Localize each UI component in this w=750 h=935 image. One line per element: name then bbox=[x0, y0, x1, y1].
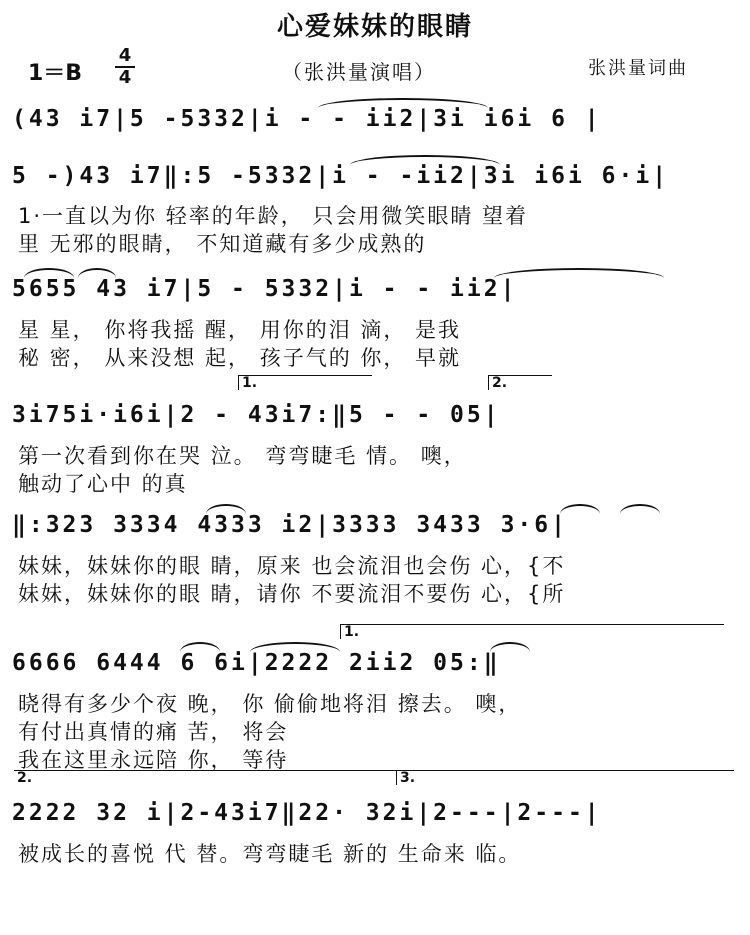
notation-line-6: 6666 6444 6 6i|2222 2ii2 05:‖ bbox=[12, 650, 501, 676]
tie bbox=[180, 642, 220, 652]
volta-bracket: 3. bbox=[396, 770, 720, 785]
notation-line-7: 2222 32 i|2-43i7‖22· 32i|2---|2---| bbox=[12, 800, 602, 826]
lyric-line: 晓得有多少个夜 晚， 你 偷偷地将泪 擦去。 噢， bbox=[18, 692, 522, 716]
volta-bracket: 2. bbox=[488, 375, 552, 390]
tie bbox=[350, 155, 500, 165]
lyric-line: 有付出真情的痛 苦， 将会 bbox=[18, 720, 289, 744]
key-signature: 1＝B bbox=[28, 61, 83, 86]
lyric-line: 里 无邪的眼睛， 不知道藏有多少成熟的 bbox=[18, 232, 427, 256]
lyric-line: 触动了心中 的真 bbox=[18, 472, 188, 496]
notation-line-3: 5655 43 i7|5 - 5332|i - - ii2| bbox=[12, 276, 518, 302]
notation-line-4: 3i75i·i6i|2 - 43i7:‖5 - - 05| bbox=[12, 402, 501, 428]
lyric-line: 被成长的喜悦 代 替。弯弯睫毛 新的 生命来 临。 bbox=[18, 842, 522, 866]
lyric-line: 我在这里永远陪 你， 等待 bbox=[18, 748, 289, 772]
tie bbox=[206, 504, 246, 514]
tie bbox=[78, 268, 116, 278]
tie bbox=[24, 268, 74, 278]
tie bbox=[318, 98, 488, 108]
composer-credit: 张洪量词曲 bbox=[588, 58, 688, 79]
time-signature bbox=[115, 45, 135, 88]
lyric-line: 妹妹，妹妹你的眼 睛，请你 不要流泪不要伤 心，{所 bbox=[18, 582, 566, 606]
lyric-line: 妹妹，妹妹你的眼 睛，原来 也会流泪也会伤 心，{不 bbox=[18, 554, 566, 578]
tie bbox=[250, 642, 340, 652]
volta-bracket: 2. bbox=[14, 770, 237, 785]
volta-bracket: 1. bbox=[238, 375, 372, 390]
lyric-line: 星 星， 你将我摇 醒， 用你的泪 滴， 是我 bbox=[18, 318, 462, 342]
tie bbox=[494, 268, 664, 278]
tie bbox=[560, 504, 600, 514]
volta-bracket: 1. bbox=[340, 624, 724, 639]
time-bottom: 4 bbox=[118, 67, 132, 88]
singer-credit: （张洪量演唱） bbox=[282, 60, 436, 84]
lyric-line: 第一次看到你在哭 泣。 弯弯睫毛 情。 噢， bbox=[18, 444, 467, 468]
time-top: 4 bbox=[118, 45, 132, 66]
song-title: 心爱妹妹的眼睛 bbox=[276, 12, 473, 42]
notation-line-5: ‖:323 3334 4333 i2|3333 3433 3·6| bbox=[12, 512, 568, 538]
tie bbox=[490, 642, 530, 652]
notation-line-2: 5 -)43 i7‖:5 -5332|i - -ii2|3i i6i 6·i| bbox=[12, 163, 670, 189]
tie bbox=[620, 504, 660, 514]
notation-line-1: (43 i7|5 -5332|i - - ii2|3i i6i 6 | bbox=[12, 106, 602, 132]
lyric-line: 1·一直以为你 轻率的年龄， 只会用微笑眼睛 望着 bbox=[18, 204, 529, 228]
lyric-line: 秘 密， 从来没想 起， 孩子气的 你， 早就 bbox=[18, 346, 462, 370]
